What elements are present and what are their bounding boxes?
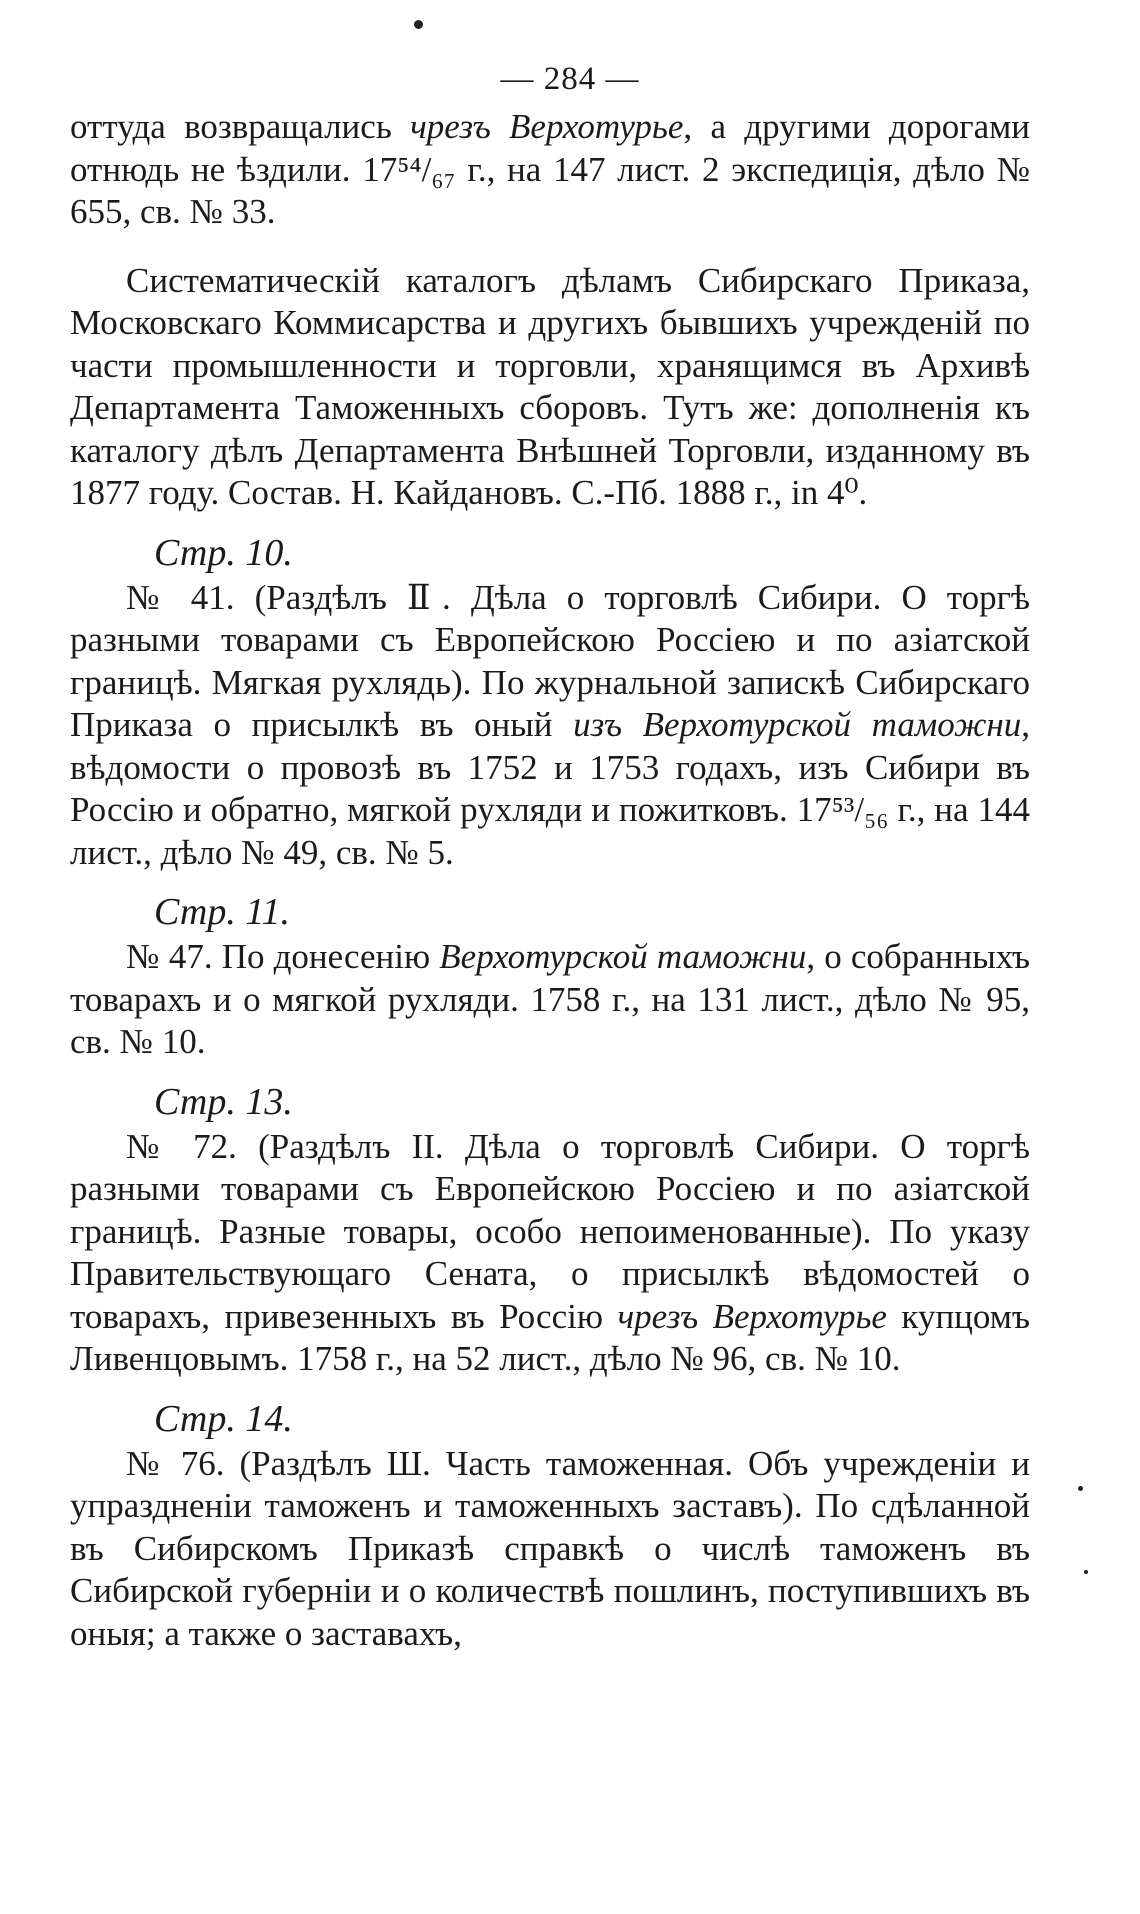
text-run: № 47. По донесенію (126, 937, 440, 976)
italic-place-name: чрезъ Верхотурье (410, 107, 684, 146)
book-page (70, 52, 1030, 1655)
section-heading-page-10: Стр. 10. (154, 531, 293, 574)
text-run: Систематическій каталогъ дѣламъ Сибирскаго Приказа, Московскаго Коммисарства и другихъ бывшихъ учрежденій по части промышленности и торговли, хранящимся въ Архивѣ Департамента Таможенныхъ сборовъ. Тутъ же: дополненія къ каталогу дѣлъ Департамента Внѣшней Торговли, изданному въ 1877 году. Состав. Н. Кайдановъ. С.-Пб. 1888 г., in 4⁰. (70, 260, 1030, 512)
italic-place-name: чрезъ Верхотурье (617, 1296, 887, 1336)
section-heading-page-13: Стр. 13. (154, 1080, 293, 1123)
entry-paragraph-76 (70, 1443, 1030, 1656)
italic-place-name: Верхотурской таможни (439, 937, 807, 976)
section-heading-page-14: Стр. 14. (154, 1397, 293, 1440)
entry-paragraph-72 (70, 1126, 1030, 1381)
continuation-paragraph (70, 106, 1030, 234)
section-heading-page-11: Стр. 11. (154, 891, 291, 933)
entry-paragraph-41 (70, 577, 1030, 875)
page-number: — 284 — (500, 61, 640, 97)
entry-paragraph-47 (70, 936, 1030, 1064)
text-run: купцомъ Ливенцовымъ. 1758 г., на 52 лист., дѣло № 96, св. № 10. (70, 1296, 1030, 1378)
text-run: , вѣдомости о провозѣ въ 1752 и 1753 годахъ, изъ Сибири въ Россію и обратно, мягкой рухляди и пожитковъ. 17⁵³/₅₆ г., на 144 лист., дѣло № 49, св. № 5. (70, 705, 1031, 872)
text-run: , о собранныхъ товарахъ и о мягкой рухляди. 1758 г., на 131 лист., дѣло № 95, св. № 10. (70, 937, 1031, 1061)
text-run: № 72. (Раздѣлъ II. Дѣла о торговлѣ Сибири. О торгѣ разными товарами съ Европейскою Россіею и по азіатской границѣ. Разные товары, особо непоименованные). По указу Правительствующаго Сената, о присылкѣ вѣдомостей о товарахъ, привезенныхъ въ Россію (70, 1126, 1030, 1336)
print-speck (414, 20, 423, 29)
text-run: оттуда возвращались (70, 107, 411, 146)
catalog-title-paragraph (70, 260, 1030, 515)
print-speck (1084, 1570, 1088, 1574)
text-run: № 41. (Раздѣлъ Ⅱ. Дѣла о торговлѣ Сибири. О торгѣ разными товарами съ Европейскою Россіею и по азіатской границѣ. Мягкая рухлядь). По журнальной запискѣ Сибирскаго Приказа о присылкѣ въ оный (70, 577, 1030, 744)
text-run: № 76. (Раздѣлъ Ш. Часть таможенная. Объ учрежденіи и упраздненіи таможенъ и таможенныхъ заставъ). По сдѣланной въ Сибирскомъ Приказѣ справкѣ о числѣ таможенъ въ Сибирской губерніи и о количествѣ пошлинъ, поступившихъ въ оныя; а также о заставахъ, (70, 1443, 1030, 1653)
print-speck (1078, 1486, 1083, 1491)
italic-place-name: изъ Верхотурской таможни (573, 705, 1022, 744)
text-run: , а другими дорогами отнюдь не ѣздили. 17⁵⁴/₆₇ г., на 147 лист. 2 экспедиція, дѣло № 655, св. № 33. (70, 107, 1030, 231)
